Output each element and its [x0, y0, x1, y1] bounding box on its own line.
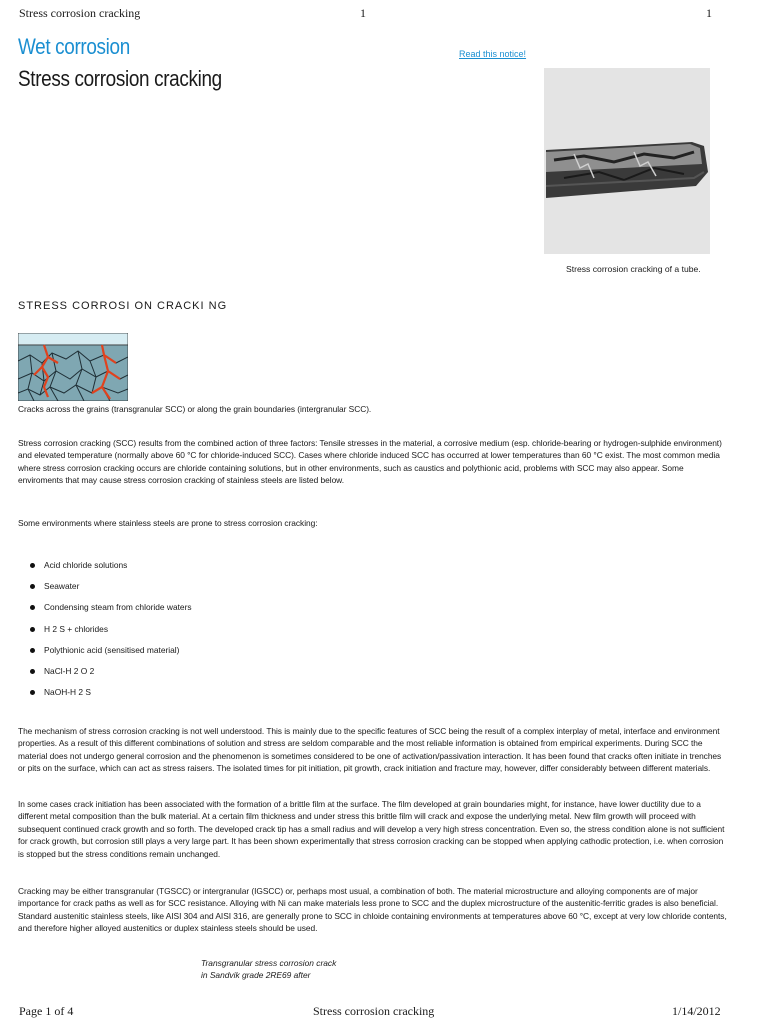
figure-caption-line: Transgranular stress corrosion crack — [201, 958, 337, 968]
bullet-icon — [30, 605, 35, 610]
list-item-text: Seawater — [44, 581, 80, 592]
cracked-tube-image — [544, 68, 710, 254]
footer-title: Stress corrosion cracking — [313, 1004, 435, 1018]
paragraph-environments-intro: Some environments where stainless steels are prone to stress corrosion cracking: — [18, 518, 318, 528]
list-item-text: Acid chloride solutions — [44, 560, 128, 570]
footer-page-number: Page 1 of 4 — [19, 1004, 74, 1018]
list-item-text: Polythionic acid (sensitised material) — [44, 644, 180, 655]
bullet-icon — [30, 563, 35, 568]
figure-caption-line: in Sandvik grade 2RE69 after — [201, 970, 311, 981]
page-header-title: Stress corrosion cracking — [19, 6, 141, 20]
list-item — [30, 560, 192, 581]
photo-caption: Stress corrosion cracking of a tube. — [566, 264, 701, 274]
list-item-text: H 2 S + chlorides — [44, 623, 109, 634]
footer-date: 1/14/2012 — [672, 1004, 721, 1018]
bullet-icon — [30, 627, 35, 632]
page-header-number: 1 — [360, 6, 366, 20]
bullet-icon — [30, 584, 35, 589]
list-item — [30, 624, 192, 645]
list-item — [30, 645, 192, 666]
paragraph-crack-types: Cracking may be either transgranular (TGSCC) or intergranular (IGSCC) or, perhaps most usual, a combination of both. The material microstructure and alloying components are of major importance for crack paths as well as for SCC resistance. Alloying with Ni can make materials less prone to SCC and the duplex microstructure of the austenitic-ferritic grades is also beneficial. Standard austenitic stainless steels, like AISI 304 and AISI 316, are generally prone to SCC in chloide containing environments at temperatures above 60 °C, except at very low chloride contents, and therefore higher alloyed austenitics or duplex stainless steels should be used. — [18, 886, 727, 934]
bullet-icon — [30, 669, 35, 674]
list-item — [30, 666, 192, 687]
list-item — [30, 581, 192, 602]
paragraph-brittle-film: In some cases crack initiation has been associated with the formation of a brittle film at the surface. The film developed at grain boundaries might, for instance, have lower ductility due to a different metal composition than the bulk material. At a certain film thickness and under stress this brittle film will crack and expose the underlying metal. New film growth will proceed with subsequent continued crack growth and so forth. The developed crack tip has a small radius and will develop a very high stress concentration. Even so, the stress condition alone is not sufficient for crack growth, but corrosion still plays a very large part. It has been shown experimentally that stress corrosion cracking can be stopped when applying cathodic protection, i.e. when corrosion is stopped but the stress conditions remain unchanged. — [18, 799, 725, 859]
list-item-text: NaOH-H 2 S — [44, 687, 92, 698]
page-header-number-right: 1 — [706, 6, 712, 20]
diagram-caption: Cracks across the grains (transgranular SCC) or along the grain boundaries (intergranular SCC). — [18, 404, 372, 414]
grain-structure-illustration — [18, 333, 128, 401]
category-heading: Wet corrosion — [18, 34, 130, 59]
list-item — [30, 687, 192, 708]
section-title: STRESS CORROSI ON CRACKI NG — [18, 300, 228, 312]
list-item-text: NaCl-H 2 O 2 — [44, 665, 95, 676]
list-item-text: Condensing steam from chloride waters — [44, 602, 192, 613]
read-notice-link[interactable]: Read this notice! — [459, 49, 527, 59]
tube-photo — [544, 68, 710, 254]
page-title: Stress corrosion cracking — [18, 66, 222, 91]
paragraph-mechanism: The mechanism of stress corrosion cracking is not well understood. This is mainly due to the specific features of SCC being the result of a complex interplay of metal, interface and environment properties. As a result of this different combinations of solution and stress are seldom comparable and the most reliable information is obtained from empirical experiments. During SCC the material does not undergo general corrosion and the phenomenon is sometimes considered to be one of activation/passivation interaction. It has been found that cracks often initiate in trenches or pits on the surface, which can act as stress raisers. The isolated times for pit initiation, pit growth, crack initiation and fracture may, however, differ considerably between different materials. — [18, 726, 722, 774]
bullet-icon — [30, 690, 35, 695]
list-item — [30, 602, 192, 623]
bullet-icon — [30, 648, 35, 653]
environment-list — [30, 560, 192, 708]
figure-caption — [201, 957, 336, 982]
grain-crack-diagram — [18, 333, 128, 401]
paragraph-intro: Stress corrosion cracking (SCC) results from the combined action of three factors: Tensile stresses in the material, a corrosive medium (esp. chloride-bearing or hydrogen-sulphide environment) and elevated temperature (normally above 60 °C for chloride-induced SCC). Cases where chloride induced SCC has occurred at lower temperatures than 60 °C exist. The most common media where stress corrosion cracking occurs are chloride containing solutions, but in other environments, such as caustics and polythionic acid, problems with SCC may also appear. Some enviroments that may cause stress corrosion cracking of stainless steels are listed below. — [18, 438, 722, 486]
